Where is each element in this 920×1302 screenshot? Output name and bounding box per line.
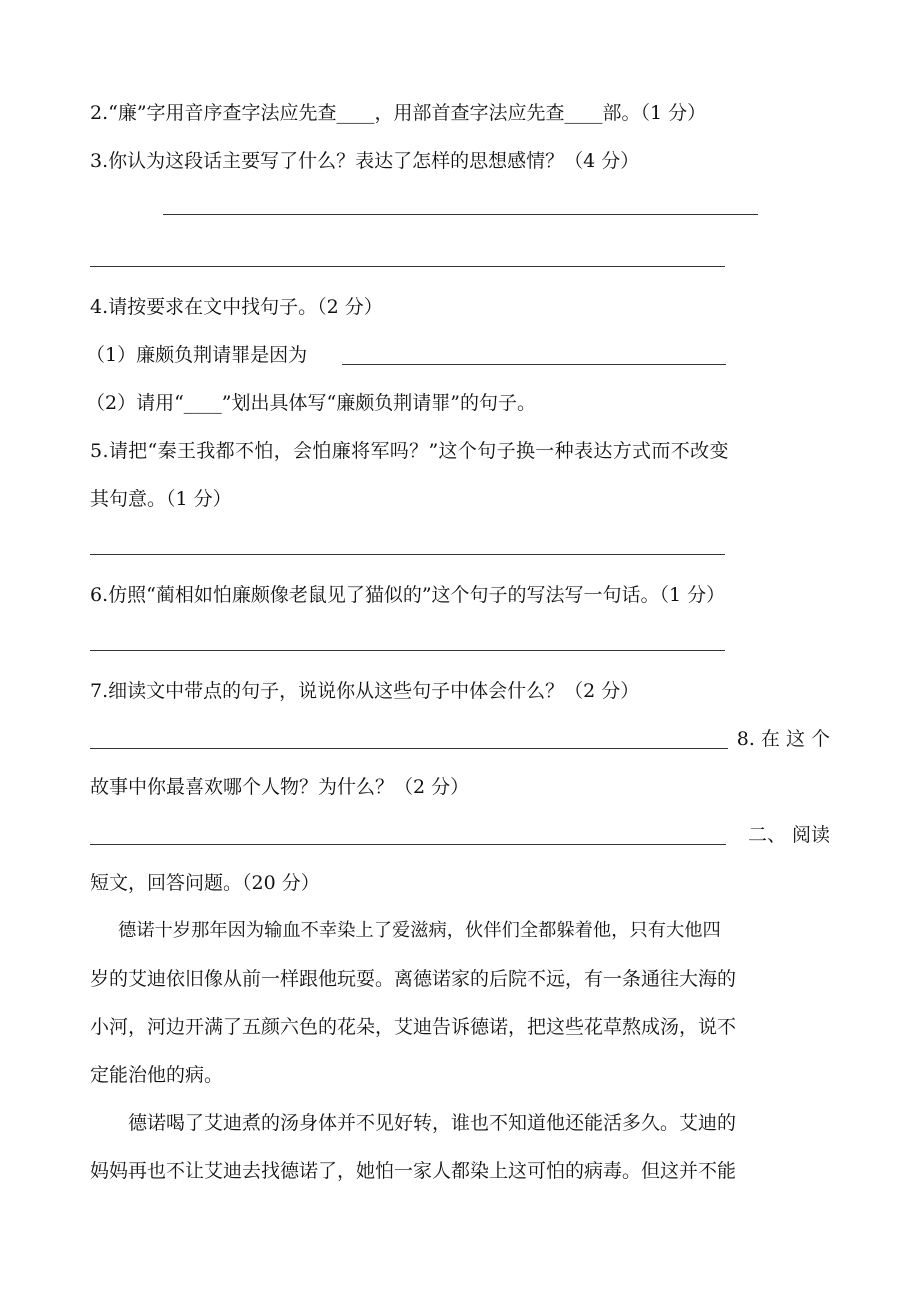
passage-paragraph-2-line-1: 德诺喝了艾迪煮的汤身体并不见好转，谁也不知道他还能活多久。艾迪的 [128, 1112, 737, 1134]
question-3: 3.你认为这段话主要写了什么？表达了怎样的思想感情？（4 分） [90, 150, 640, 172]
question-7: 7.细读文中带点的句子，说说你从这些句子中体会什么？（2 分） [90, 680, 640, 702]
question-5-line-1: 5.请把“秦王我都不怕，会怕廉将军吗？”这个句子换一种表达方式而不改变 [90, 440, 729, 462]
answer-line-q3-b[interactable] [90, 266, 725, 267]
question-2: 2.“廉”字用音序查字法应先查____，用部首查字法应先查____部。（1 分） [90, 102, 707, 124]
passage-paragraph-1-line-3: 小河，河边开满了五颜六色的花朵，艾迪告诉德诺，把这些花草熬成汤，说不 [90, 1016, 737, 1038]
answer-line-q3-a[interactable] [163, 214, 758, 215]
question-4: 4.请按要求在文中找句子。（2 分） [90, 296, 383, 318]
answer-line-q5[interactable] [90, 554, 725, 555]
question-4-part-1-text: （1）廉颇负荆请罪是因为 [86, 344, 308, 366]
section-2-heading-start: 二、 阅读 [747, 824, 830, 846]
section-2-heading: 短文，回答问题。（20 分） [90, 872, 320, 894]
question-5-line-2: 其句意。（1 分） [90, 488, 232, 510]
passage-paragraph-1-line-1: 德诺十岁那年因为输血不幸染上了爱滋病，伙伴们全都躲着他，只有大他四 [118, 920, 721, 941]
question-8-start: 8. 在 这 个 [736, 728, 830, 750]
answer-line-q4-1[interactable] [342, 364, 726, 365]
question-7-answer-row [90, 724, 830, 754]
question-4-part-2: （2）请用“____”划出具体写“廉颇负荆请罪”的句子。 [86, 392, 536, 414]
question-8: 故事中你最喜欢哪个人物？为什么？（2 分） [90, 776, 470, 798]
answer-line-q8[interactable] [90, 844, 726, 845]
question-8-answer-row [90, 820, 830, 850]
question-6: 6.仿照“蔺相如怕廉颇像老鼠见了猫似的”这个句子的写法写一句话。（1 分） [90, 584, 726, 606]
passage-paragraph-1-line-2: 岁的艾迪依旧像从前一样跟他玩耍。离德诺家的后院不远，有一条通往大海的 [90, 968, 737, 990]
answer-line-q6[interactable] [90, 650, 725, 651]
answer-line-q7[interactable] [90, 748, 728, 749]
passage-paragraph-1-line-4: 定能治他的病。 [90, 1064, 224, 1086]
passage-paragraph-2-line-2: 妈妈再也不让艾迪去找德诺了，她怕一家人都染上这可怕的病毒。但这并不能 [90, 1160, 737, 1182]
question-4-part-1 [86, 340, 307, 370]
